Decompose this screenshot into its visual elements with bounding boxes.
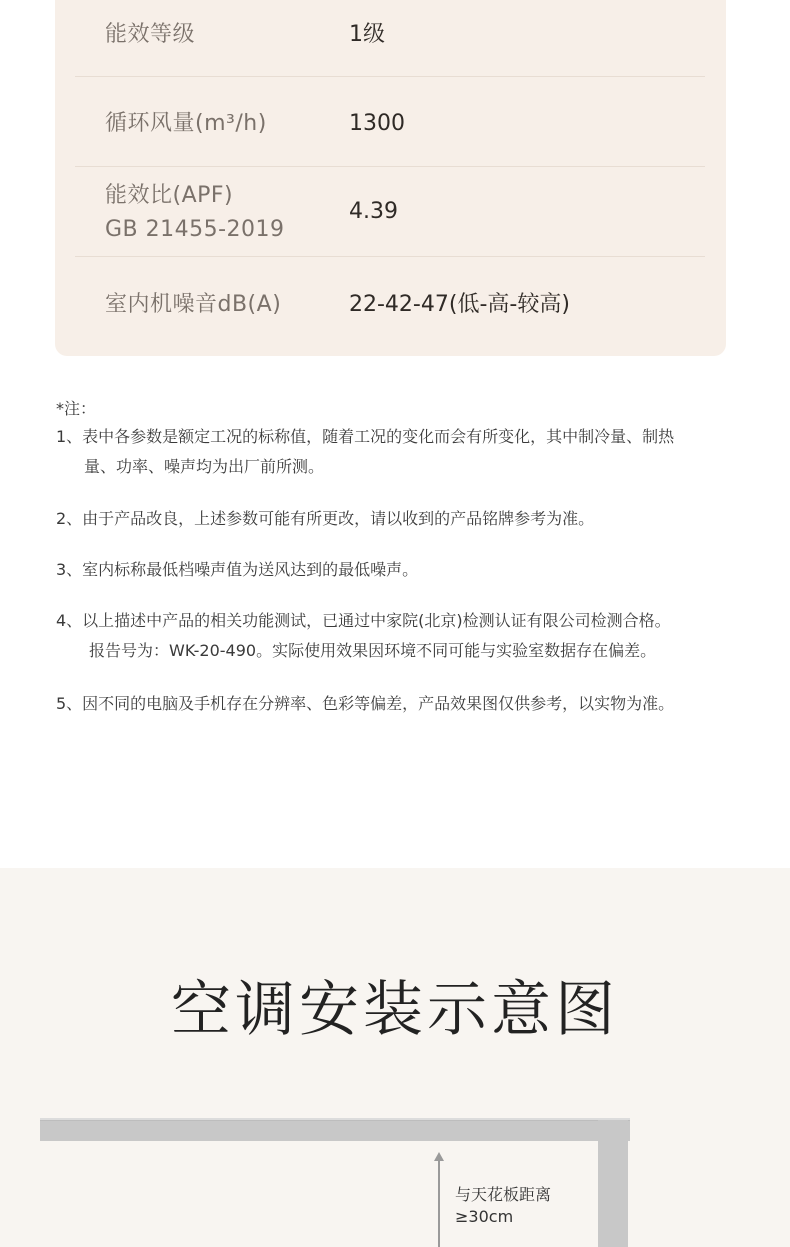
note-item	[56, 504, 594, 534]
notes-title: *注：	[56, 399, 97, 418]
spec-row-noise	[75, 257, 705, 347]
spec-label: 能效等级	[105, 22, 196, 47]
note-item	[56, 422, 674, 482]
spec-label: 能效比(APF)	[105, 183, 234, 208]
note-text: 1、表中各参数是额定工况的标称值，随着工况的变化而会有所变化，其中制冷量、制热	[56, 427, 675, 446]
ceiling-distance-value: ≥30cm	[455, 1207, 514, 1226]
note-text-continued: 报告号为：WK-20-490。实际使用效果因环境不同可能与实验室数据存在偏差。	[89, 641, 657, 660]
spec-value: 4.39	[349, 199, 398, 224]
ceiling-distance-text: 与天花板距离	[455, 1185, 552, 1204]
note-text: 2、由于产品改良，上述参数可能有所更改，请以收到的产品铭牌参考为准。	[56, 509, 595, 528]
note-text: 4、以上描述中产品的相关功能测试，已通过中家院(北京)检测认证有限公司检测合格。	[56, 611, 671, 630]
note-text: 3、室内标称最低档噪声值为送风达到的最低噪声。	[56, 560, 419, 579]
ceiling-distance-label	[455, 1184, 551, 1228]
spec-label: 室内机噪音dB(A)	[105, 292, 282, 317]
spec-row-airflow	[75, 77, 705, 167]
note-item	[56, 689, 674, 719]
install-section-background	[0, 868, 790, 1247]
spec-label: 循环风量(m³/h)	[105, 111, 267, 136]
distance-arrow-line	[438, 1156, 440, 1247]
note-text-continued: 量、功率、噪声均为出厂前所测。	[84, 457, 325, 476]
ceiling-diagram	[40, 1120, 630, 1141]
spec-table	[55, 0, 726, 356]
spec-value: 1300	[349, 111, 405, 136]
spec-value: 22-42-47(低-高-较高)	[349, 292, 570, 317]
note-item	[56, 606, 671, 666]
install-title: 空调安装示意图	[171, 975, 619, 1045]
note-text: 5、因不同的电脑及手机存在分辨率、色彩等偏差，产品效果图仅供参考，以实物为准。	[56, 694, 675, 713]
spec-row-apf	[75, 167, 705, 257]
wall-diagram	[598, 1120, 628, 1247]
spec-value: 1级	[349, 22, 385, 47]
note-item	[56, 555, 418, 585]
spec-label-standard: GB 21455-2019	[105, 217, 285, 242]
spec-row-energy-grade	[75, 0, 705, 77]
